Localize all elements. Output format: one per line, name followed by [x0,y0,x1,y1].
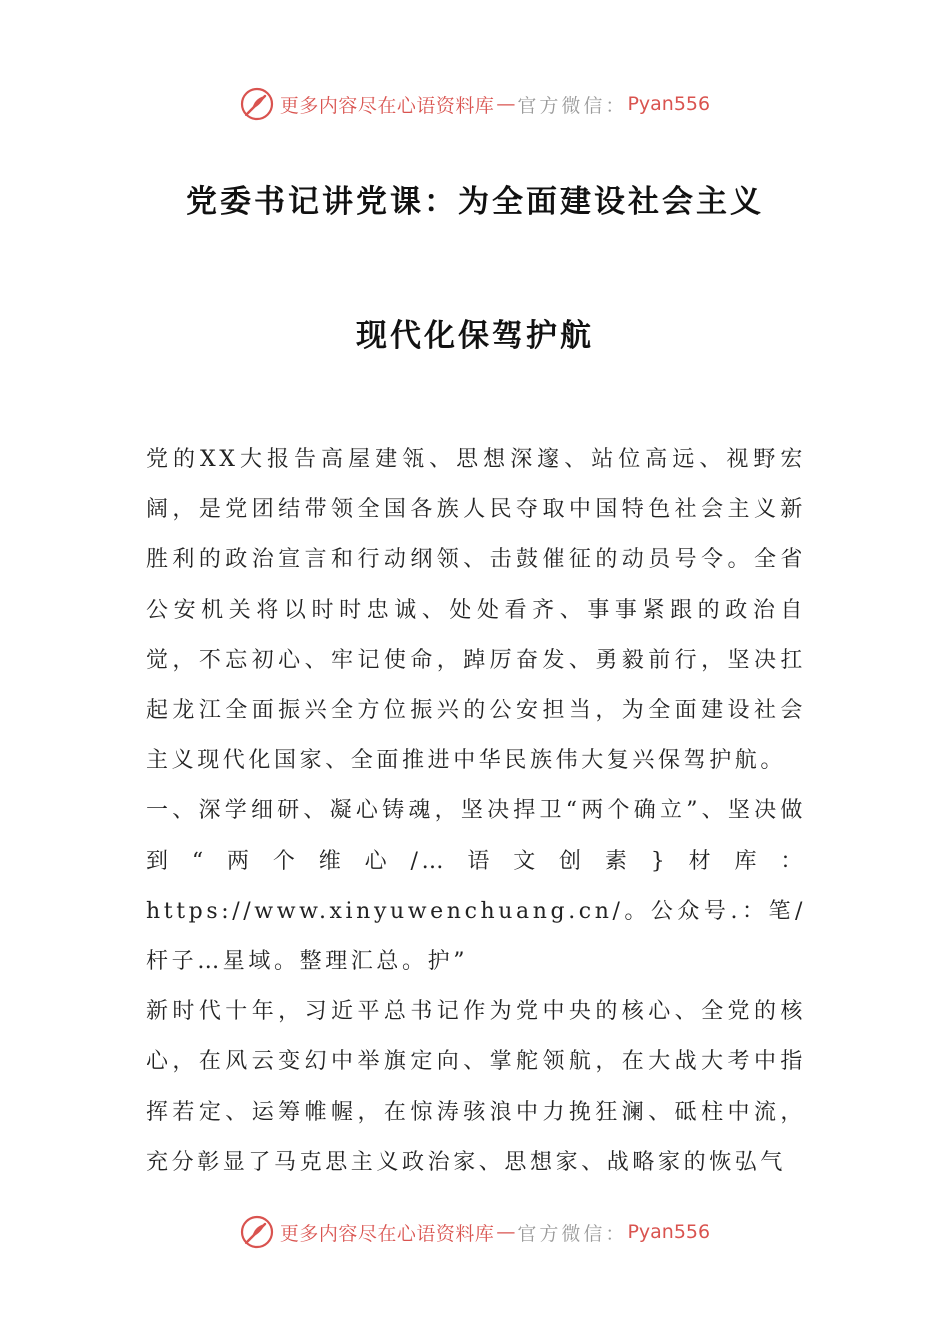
watermark-dash: — [496,1221,516,1243]
watermark-official: 官方微信： [517,1222,628,1245]
watermark-text: 更多内容尽在心语资料库 [279,1222,495,1245]
footer-watermark [0,1212,950,1252]
watermark-dash: — [496,93,516,115]
document-body [146,435,806,1188]
watermark-text: 更多内容尽在心语资料库 [279,94,495,117]
quill-logo-icon [240,87,274,121]
paragraph: 党的XX大报告高屋建瓴、思想深邃、站位高远、视野宏阔，是党团结带领全国各族人民夺取中国特色社会主义新胜利的政治宣言和行动纲领、击鼓催征的动员号令。全省公安机关将以时时忠诚、处处看齐、事事紧跟的政治自觉，不忘初心、牢记使命，踔厉奋发、勇毅前行，坚决扛起龙江全面振兴全方位振兴的公安担当，为全面建设社会主义现代化国家、全面推进中华民族伟大复兴保驾护航。 [146,447,806,774]
watermark-official: 官方微信： [517,94,628,117]
title-line-1: 党委书记讲党课：为全面建设社会主义 [186,184,764,220]
quill-logo-icon [240,1215,274,1249]
paragraph: 一、深学细研、凝心铸魂，坚决捍卫“两个确立”、坚决做到“两个维心/…语文创素}材库：https://www.xinyuwenchuang.cn/。公众号.：笔/杆子…星域。整理汇总。护” [146,798,806,975]
watermark-id: Pyan556 [627,93,711,115]
paragraph: 新时代十年，习近平总书记作为党中央的核心、全党的核心，在风云变幻中举旗定向、掌舵领航，在大战大考中指挥若定、运筹帷幄，在惊涛骇浪中力挽狂澜、砥柱中流，充分彰显了马克思主义政治家、思想家、战略家的恢弘气 [146,999,806,1175]
header-watermark [0,84,950,124]
title-line-2: 现代化保驾护航 [356,318,594,354]
watermark-id: Pyan556 [627,1221,711,1243]
